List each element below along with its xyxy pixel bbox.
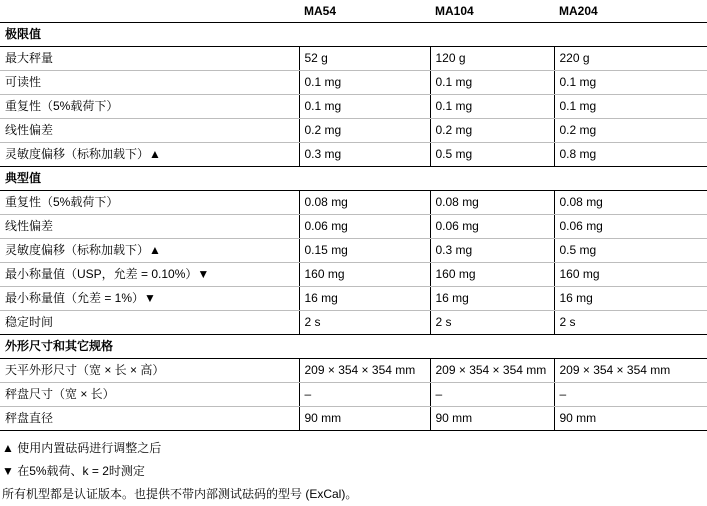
table-row (0, 143, 707, 167)
table-row (0, 263, 707, 287)
row-value: 0.06 mg (554, 215, 707, 239)
footnote-general: 所有机型都是认证版本。也提供不带内部测试砝码的型号 (ExCal)。 (2, 487, 358, 501)
section-title: 典型值 (0, 167, 707, 191)
table-row (0, 215, 707, 239)
table-row (0, 71, 707, 95)
row-value: 160 mg (299, 263, 430, 287)
table-row (0, 311, 707, 335)
row-value: 220 g (554, 47, 707, 71)
row-value: 0.06 mg (299, 215, 430, 239)
row-value: 0.06 mg (430, 215, 554, 239)
row-value: 16 mg (299, 287, 430, 311)
table-row (0, 47, 707, 71)
section-header-row (0, 23, 707, 47)
row-value: 16 mg (430, 287, 554, 311)
row-value: 160 mg (430, 263, 554, 287)
table-row (0, 239, 707, 263)
row-value: 0.2 mg (299, 119, 430, 143)
footnote-triangle-down: ▼ 在5%载荷、k = 2时测定 (2, 464, 145, 478)
row-value: 90 mm (430, 407, 554, 431)
row-value: – (554, 383, 707, 407)
row-value: – (430, 383, 554, 407)
row-value: 0.15 mg (299, 239, 430, 263)
row-label: 稳定时间 (0, 311, 299, 335)
row-value: – (299, 383, 430, 407)
row-value: 160 mg (554, 263, 707, 287)
row-label: 灵敏度偏移（标称加载下）▲ (0, 143, 299, 167)
table-header-row (0, 0, 707, 23)
row-value: 0.1 mg (299, 95, 430, 119)
row-label: 最大秤量 (0, 47, 299, 71)
row-label: 秤盘直径 (0, 407, 299, 431)
table-row (0, 191, 707, 215)
row-value: 0.08 mg (554, 191, 707, 215)
row-value: 209 × 354 × 354 mm (299, 359, 430, 383)
row-label: 线性偏差 (0, 119, 299, 143)
row-label: 秤盘尺寸（宽 × 长） (0, 383, 299, 407)
row-value: 0.08 mg (430, 191, 554, 215)
section-header-row (0, 335, 707, 359)
table-row (0, 119, 707, 143)
row-label: 最小称量值（USP，允差 = 0.10%）▼ (0, 263, 299, 287)
row-value: 209 × 354 × 354 mm (430, 359, 554, 383)
row-value: 0.5 mg (554, 239, 707, 263)
column-header-1: MA54 (299, 0, 430, 23)
section-header-row (0, 167, 707, 191)
row-value: 90 mm (554, 407, 707, 431)
row-value: 90 mm (299, 407, 430, 431)
column-header-2: MA104 (430, 0, 554, 23)
section-title: 外形尺寸和其它规格 (0, 335, 707, 359)
footnote-triangle-up: ▲ 使用内置砝码进行调整之后 (2, 441, 162, 455)
row-value: 209 × 354 × 354 mm (554, 359, 707, 383)
table-row (0, 383, 707, 407)
row-value: 0.8 mg (554, 143, 707, 167)
row-value: 0.5 mg (430, 143, 554, 167)
footnotes (0, 440, 707, 502)
row-label: 最小称量值（允差 = 1%）▼ (0, 287, 299, 311)
column-header-3: MA204 (554, 0, 707, 23)
table-row (0, 359, 707, 383)
row-value: 16 mg (554, 287, 707, 311)
row-value: 0.1 mg (554, 95, 707, 119)
row-label: 线性偏差 (0, 215, 299, 239)
row-value: 0.08 mg (299, 191, 430, 215)
row-value: 2 s (299, 311, 430, 335)
row-value: 0.1 mg (554, 71, 707, 95)
row-value: 0.1 mg (299, 71, 430, 95)
row-value: 0.1 mg (430, 71, 554, 95)
table-row (0, 287, 707, 311)
row-value: 0.2 mg (430, 119, 554, 143)
row-value: 120 g (430, 47, 554, 71)
row-value: 0.3 mg (299, 143, 430, 167)
row-value: 0.2 mg (554, 119, 707, 143)
row-label: 天平外形尺寸（宽 × 长 × 高） (0, 359, 299, 383)
row-label: 重复性（5%载荷下） (0, 191, 299, 215)
row-value: 0.1 mg (430, 95, 554, 119)
section-title: 极限值 (0, 23, 707, 47)
table-row (0, 95, 707, 119)
row-value: 2 s (430, 311, 554, 335)
row-value: 2 s (554, 311, 707, 335)
table-row (0, 407, 707, 431)
row-value: 52 g (299, 47, 430, 71)
row-value: 0.3 mg (430, 239, 554, 263)
row-label: 可读性 (0, 71, 299, 95)
row-label: 重复性（5%载荷下） (0, 95, 299, 119)
column-header-0 (0, 0, 299, 23)
row-label: 灵敏度偏移（标称加载下）▲ (0, 239, 299, 263)
